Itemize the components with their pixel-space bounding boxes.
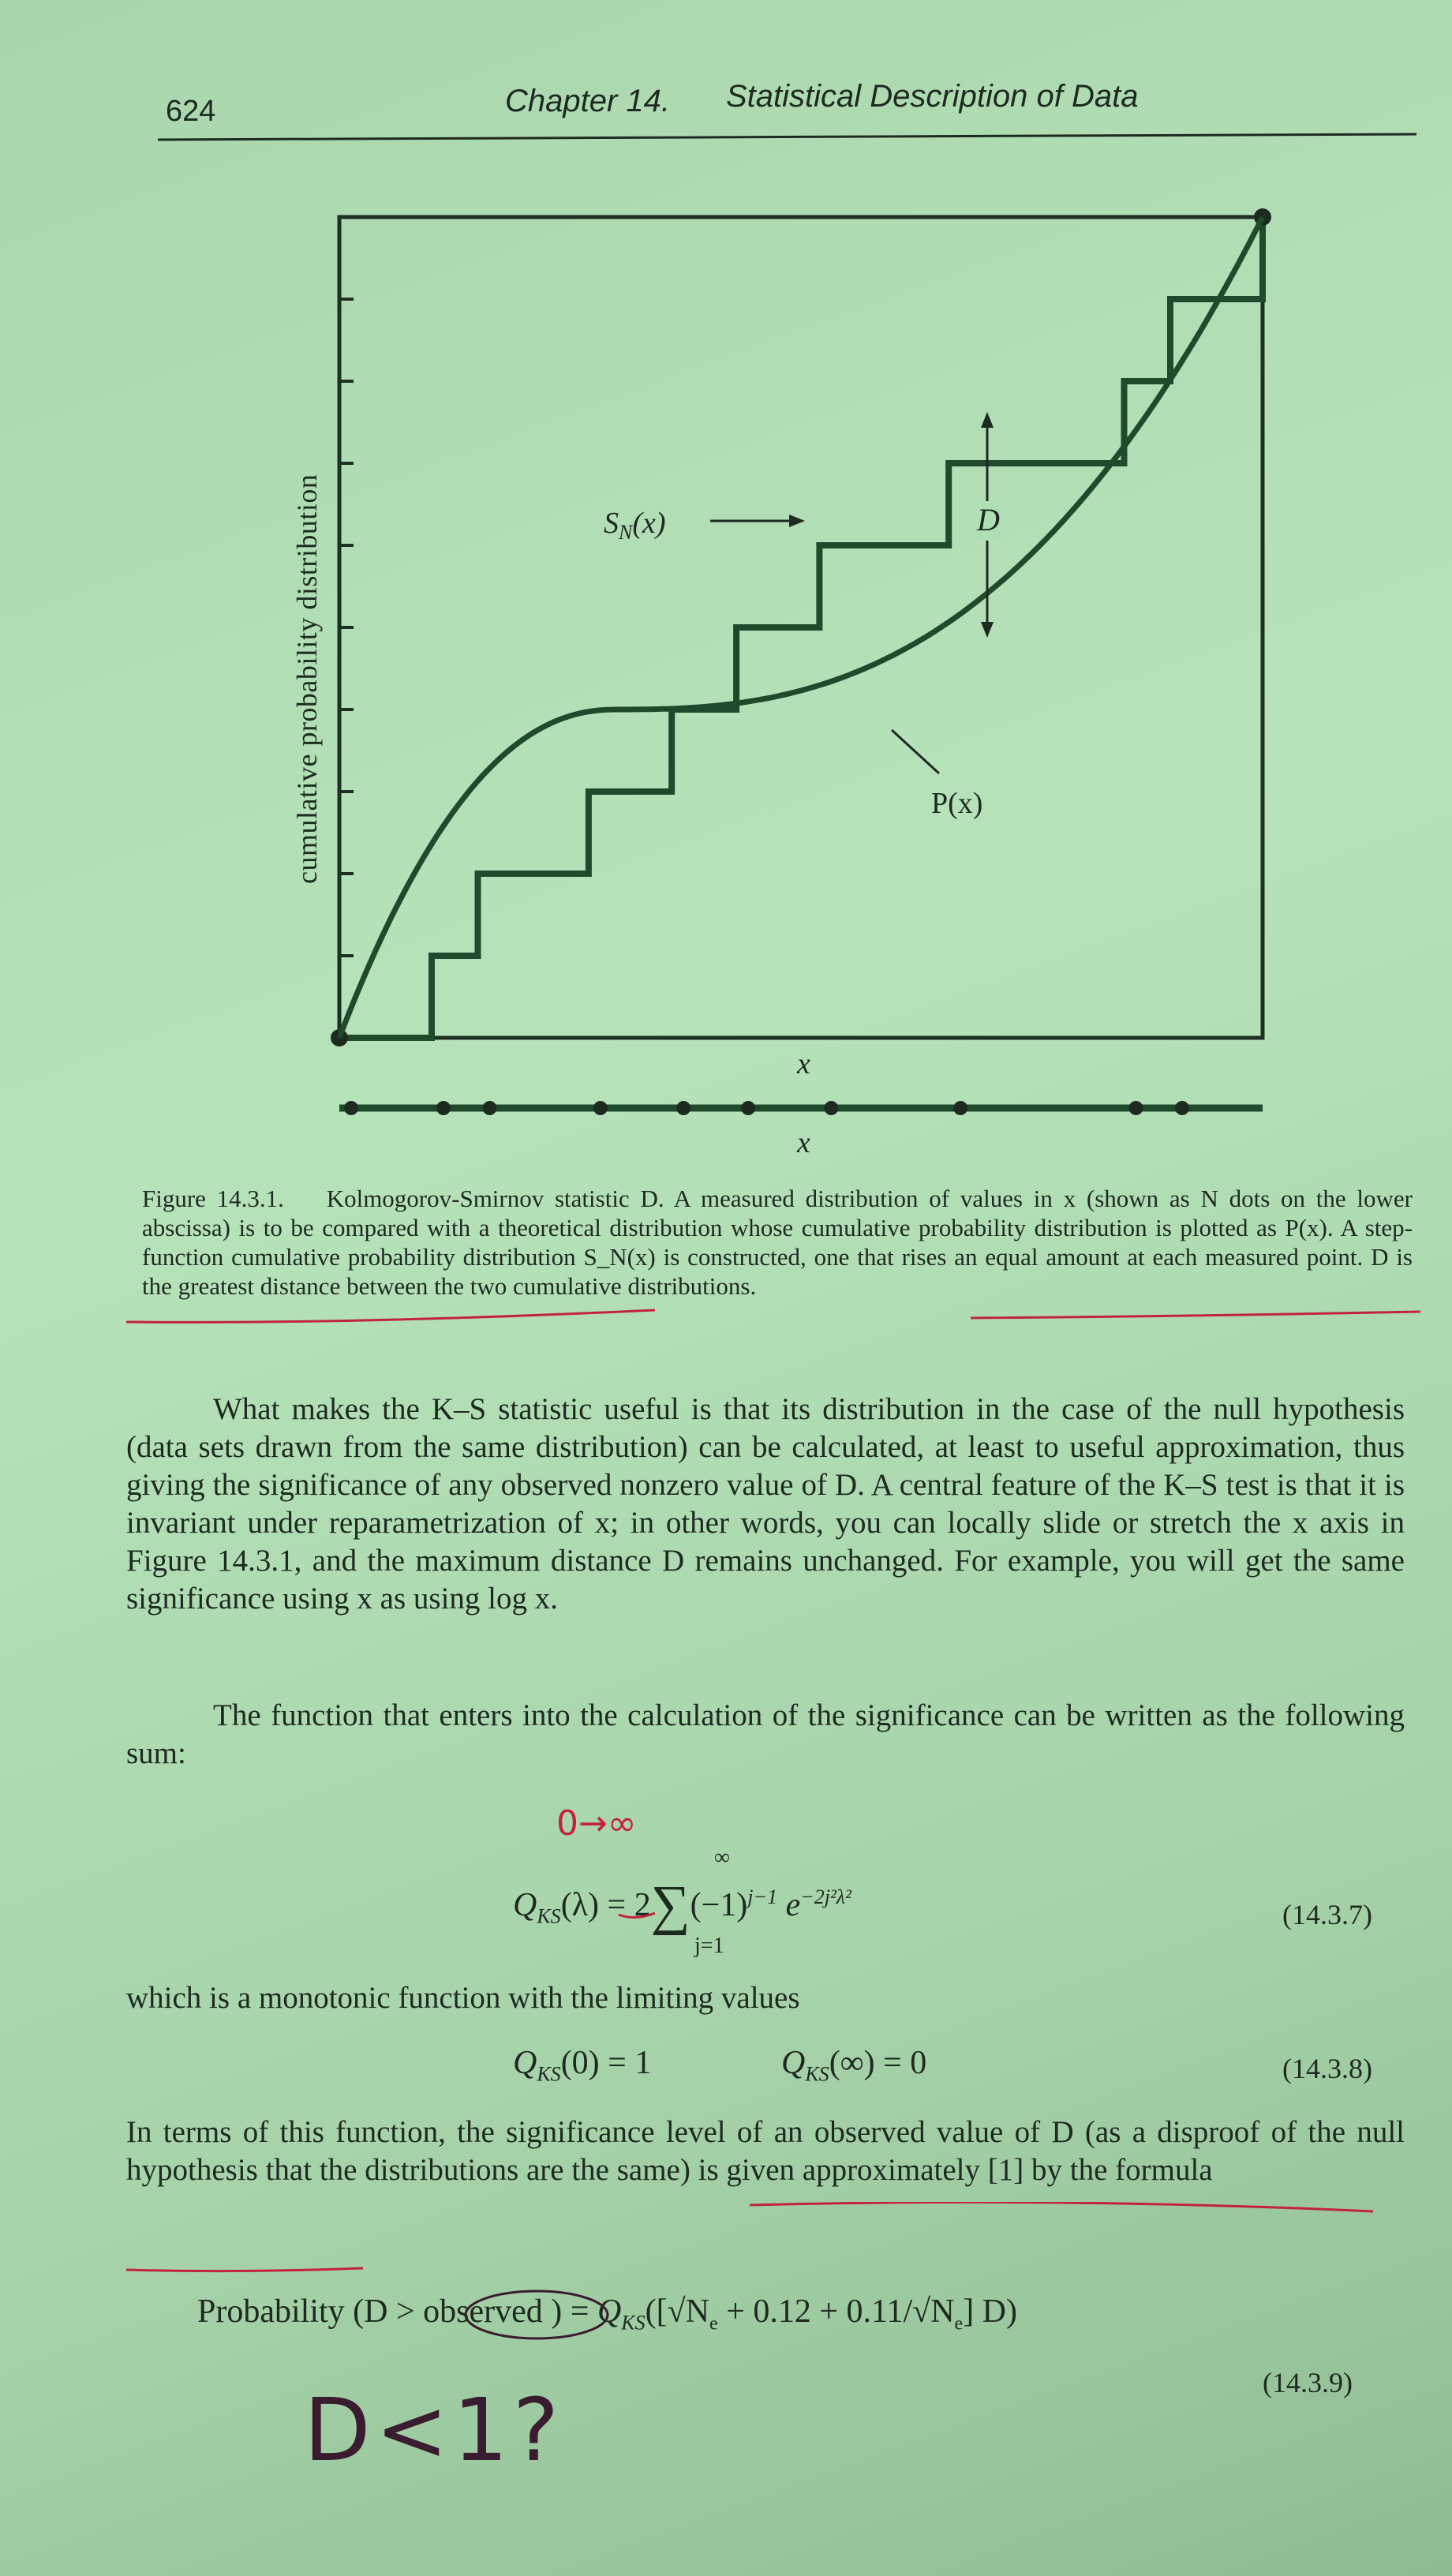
equation-number-14-3-8: (14.3.8) bbox=[1282, 2053, 1372, 2084]
distance-arrow-bottom bbox=[981, 622, 994, 638]
paragraph-2: The function that enters into the calculation of the significance can be written as the following sum: bbox=[126, 1698, 1405, 1770]
data-dot bbox=[953, 1101, 967, 1115]
y-ticks bbox=[339, 299, 354, 956]
x-label-lower: x bbox=[797, 1126, 810, 1152]
sum-lower-limit: j=1 bbox=[694, 1934, 724, 1958]
caption-underlines bbox=[118, 1294, 1428, 1342]
step-function bbox=[331, 208, 1271, 1046]
distance-label: D bbox=[977, 502, 1000, 537]
step-line bbox=[339, 217, 1263, 1038]
equation-number-14-3-7: (14.3.7) bbox=[1282, 1899, 1372, 1930]
page-number: 624 bbox=[166, 95, 216, 128]
equation-14-3-8-right: $Q_{KS}(\infty) = 0$ bbox=[781, 2045, 927, 2086]
data-dot bbox=[741, 1101, 755, 1115]
equation-14-3-8-left: $Q_{KS}(0) = 1$ bbox=[513, 2045, 652, 2086]
step-label: $S_N(x)$ bbox=[604, 507, 666, 544]
equation-14-3-9: Probability (D > observed ) = $Q_{KS}([√N_e + 0.12 + 0.11/√N_e]$ D) bbox=[197, 2293, 1017, 2334]
handwritten-range-note: 0→∞ bbox=[556, 1803, 637, 1844]
paragraph-4-underlines bbox=[118, 2202, 1428, 2281]
equation-number-14-3-9: (14.3.9) bbox=[1263, 2367, 1353, 2398]
running-section-title: Statistical Description of Data bbox=[726, 79, 1139, 114]
running-chapter: Chapter 14. bbox=[505, 84, 671, 118]
step-arrow-head bbox=[789, 515, 805, 527]
caption-text: Kolmogorov-Smirnov statistic D. A measured distribution of values in x (shown as N dots on the lower abscissa) is to be compared with a theoretical distribution whose cumulative probability distribution is plotted as P(x). A step-function cumulative probability distribution S_N(x) is constructed, one that rises an equal amount at each measured point. D is the greatest distance between the two cumulative distributions. bbox=[142, 1185, 1413, 1300]
data-dot bbox=[344, 1101, 358, 1115]
data-dot bbox=[593, 1101, 608, 1115]
data-dot bbox=[436, 1101, 451, 1115]
observed-circle bbox=[462, 2285, 619, 2348]
ks-figure bbox=[284, 205, 1310, 1152]
data-dot bbox=[483, 1101, 497, 1115]
data-dot bbox=[676, 1101, 690, 1115]
handwritten-question: D<1? bbox=[304, 2379, 564, 2481]
paragraph-4: In terms of this function, the significance level of an observed value of D (as a disproof of the null hypothesis that the distributions are the same) is given approximately [1] by the formula bbox=[126, 2115, 1405, 2187]
curve-label-pointer bbox=[892, 730, 939, 773]
sum-upper-limit: ∞ bbox=[714, 1845, 730, 1870]
equation-14-3-7: $Q_{KS}(\lambda) = 2\sum(-1)^{j-1}$ $e^{-2j^2\lambda^2}$ bbox=[513, 1875, 851, 1936]
curve-label: P(x) bbox=[931, 787, 983, 820]
caption-label: Figure 14.3.1. bbox=[142, 1185, 284, 1212]
distance-arrow-top bbox=[981, 412, 994, 428]
data-dot bbox=[1175, 1101, 1189, 1115]
data-dot bbox=[824, 1101, 838, 1115]
x-label-upper: x bbox=[797, 1047, 810, 1080]
paragraph-1: What makes the K–S statistic useful is that its distribution in the case of the null hypothesis (data sets drawn from the same distribution) can be calculated, at least to useful approximation, thus giving the significance of any observed nonzero value of D. A central feature of the K–S test is that it is invariant under reparametrization of x; in other words, you can locally slide or stretch the x axis in Figure 14.3.1, and the maximum distance D remains unchanged. For example, you will get the same significance using x as using log x. bbox=[126, 1392, 1405, 1616]
data-dot bbox=[1129, 1101, 1143, 1115]
paragraph-3: which is a monotonic function with the limiting values bbox=[126, 1981, 800, 2015]
y-axis-label: cumulative probability distribution bbox=[291, 474, 323, 884]
lambda-underline bbox=[616, 1908, 663, 1924]
header-rule bbox=[158, 133, 1416, 141]
figure-caption bbox=[142, 1184, 1413, 1301]
